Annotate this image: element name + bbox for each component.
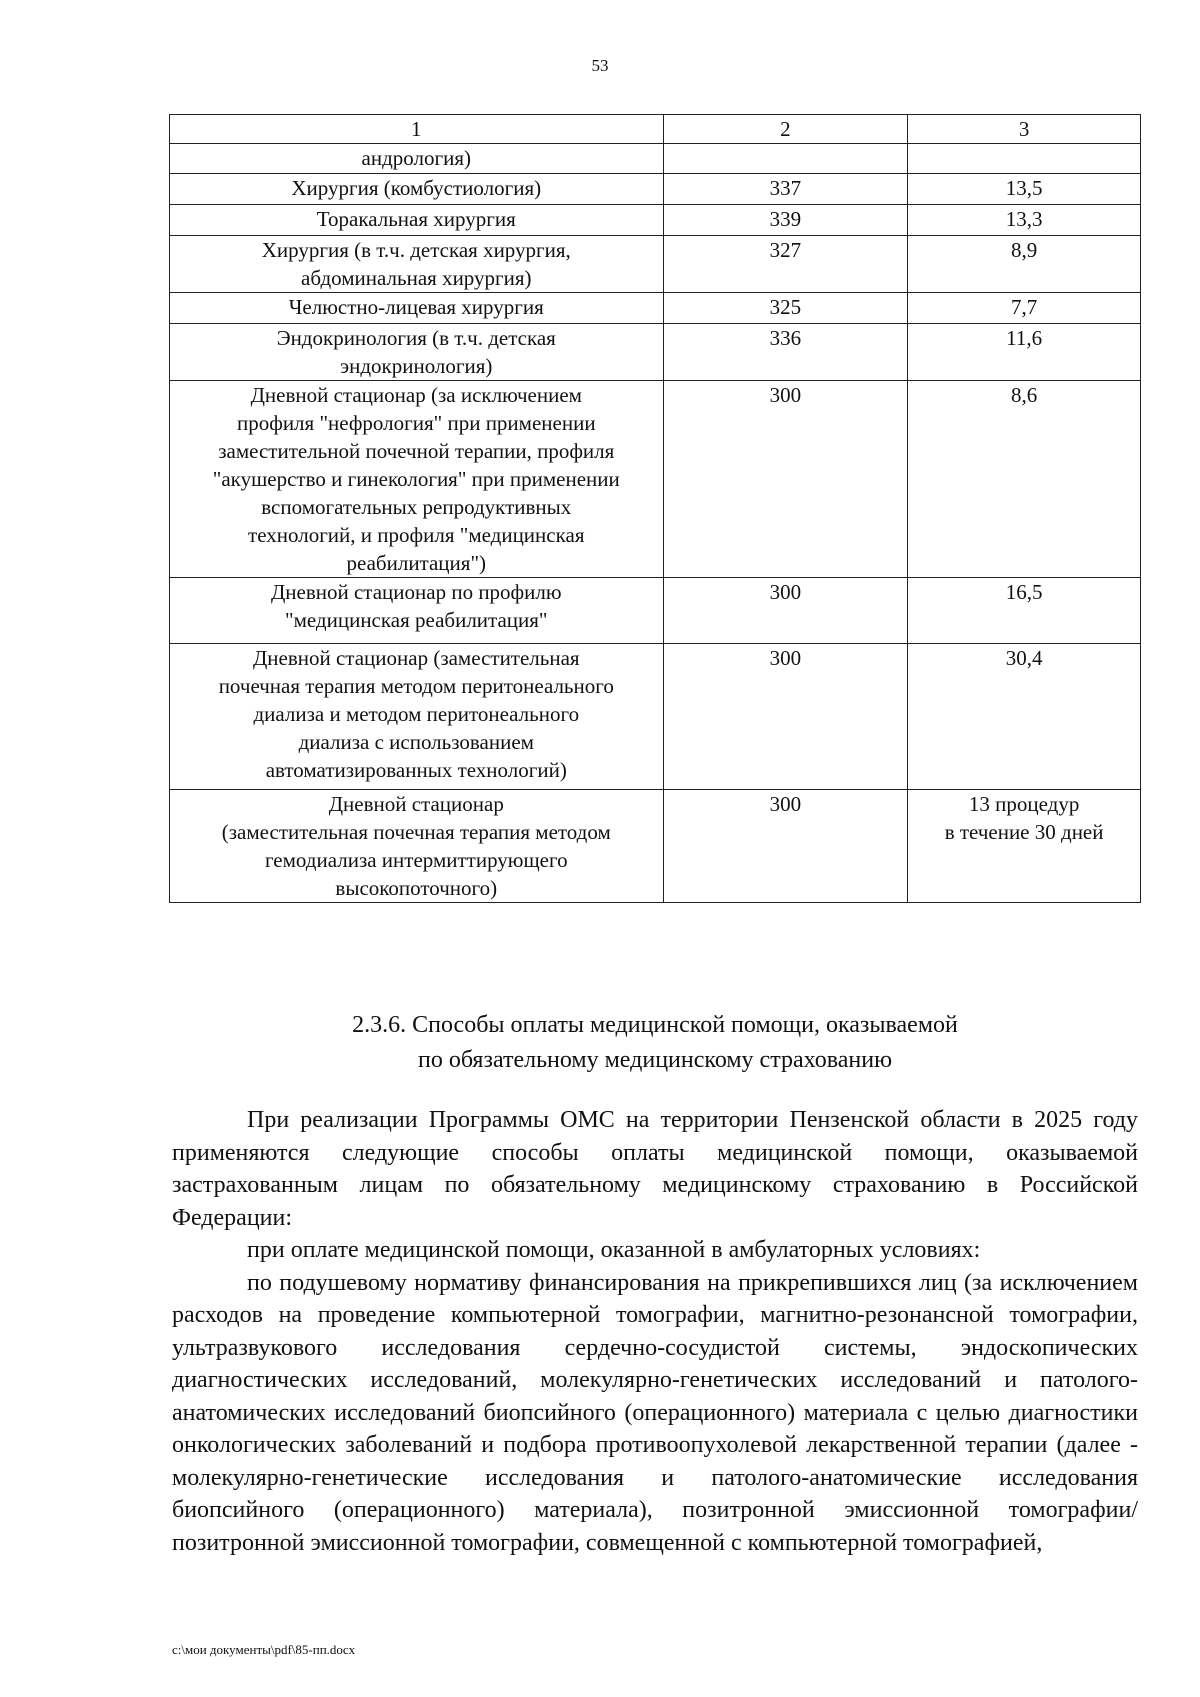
table-row (170, 790, 1141, 903)
cell-profile: Хирургия (в т.ч. детская хирургия, абдоминальная хирургия) (170, 236, 664, 293)
footer-file-path: c:\мои документы\pdf\85-пп.docx (172, 1642, 356, 1657)
cell-value: 300 (663, 381, 908, 578)
cell-days: 7,7 (908, 293, 1141, 324)
cell-profile: Торакальная хирургия (170, 205, 664, 236)
cell-days: 8,6 (908, 381, 1141, 578)
paragraph-1: При реализации Программы ОМС на территории Пензенской области в 2025 году применяются следующие способы оплаты медицинской помощи, оказываемой застрахованным лицам по обязательному медицинскому страхованию в Российской Федерации: (172, 1107, 1138, 1231)
cell-value: 300 (663, 790, 908, 903)
cell-value: 300 (663, 578, 908, 644)
column-header-1: 1 (170, 115, 664, 144)
cell-days: 13,3 (908, 205, 1141, 236)
cell-days: 30,4 (908, 644, 1141, 790)
cell-value: 325 (663, 293, 908, 324)
cell-value: 337 (663, 174, 908, 205)
table-row (170, 236, 1141, 293)
cell-profile: Дневной стационар (заместительная почечная терапия методом гемодиализа интермиттирующего высокопоточного) (170, 790, 664, 903)
cell-profile: Хирургия (комбустиология) (170, 174, 664, 205)
table-row (170, 144, 1141, 174)
section-heading (169, 1008, 1141, 1078)
cell-days: 11,6 (908, 324, 1141, 381)
cell-profile: Дневной стационар (заместительная почечная терапия методом перитонеального диализа и методом перитонеального диализа с использованием автоматизированных технологий) (170, 644, 664, 790)
cell-profile: Дневной стационар (за исключением профиля "нефрология" при применении заместительной почечной терапии, профиля "акушерство и гинекология" при применении вспомогательных репродуктивных технологий, и профиля "медицинская реабилитация") (170, 381, 664, 578)
table-row (170, 644, 1141, 790)
cell-value: 339 (663, 205, 908, 236)
body-text (172, 1104, 1138, 1559)
cell-days: 16,5 (908, 578, 1141, 644)
cell-profile: андрология) (170, 144, 664, 174)
cell-value: 327 (663, 236, 908, 293)
page-number: 53 (591, 56, 609, 75)
table-row (170, 578, 1141, 644)
table-row (170, 293, 1141, 324)
paragraph-3: по подушевому нормативу финансирования на прикрепившихся лиц (за исключением расходов на проведение компьютерной томографии, магнитно-резонансной томографии, ультразвукового исследования сердечно-сосудистой системы, эндоскопических диагностических исследований, молекулярно-генетических исследований и патолого-анатомических исследований биопсийного (операционного) материала с целью диагностики онкологических заболеваний и подбора противоопухолевой лекарственной терапии (далее - молекулярно-генетические исследования и патолого-анатомические исследования биопсийного (операционного) материала), позитронной эмиссионной томографии/позитронной эмиссионной томографии, совмещенной с компьютерной томографией, (172, 1269, 1138, 1556)
cell-profile: Дневной стационар по профилю "медицинская реабилитация" (170, 578, 664, 644)
table-row (170, 205, 1141, 236)
table-header-row (170, 115, 1141, 144)
cell-value: 336 (663, 324, 908, 381)
paragraph-2: при оплате медицинской помощи, оказанной в амбулаторных условиях: (247, 1237, 981, 1263)
column-header-2: 2 (663, 115, 908, 144)
section-heading-line-1: 2.3.6. Способы оплаты медицинской помощи, оказываемой (352, 1012, 958, 1038)
cell-days: 8,9 (908, 236, 1141, 293)
column-header-3: 3 (908, 115, 1141, 144)
section-heading-line-2: по обязательному медицинскому страхованию (417, 1047, 893, 1073)
table-row (170, 381, 1141, 578)
cell-days: 13 процедур в течение 30 дней (908, 790, 1141, 903)
cell-profile: Челюстно-лицевая хирургия (170, 293, 664, 324)
table-row (170, 324, 1141, 381)
data-table (169, 114, 1141, 903)
cell-value: 300 (663, 644, 908, 790)
cell-value (663, 144, 908, 174)
cell-profile: Эндокринология (в т.ч. детская эндокринология) (170, 324, 664, 381)
cell-days: 13,5 (908, 174, 1141, 205)
cell-days (908, 144, 1141, 174)
table-row (170, 174, 1141, 205)
